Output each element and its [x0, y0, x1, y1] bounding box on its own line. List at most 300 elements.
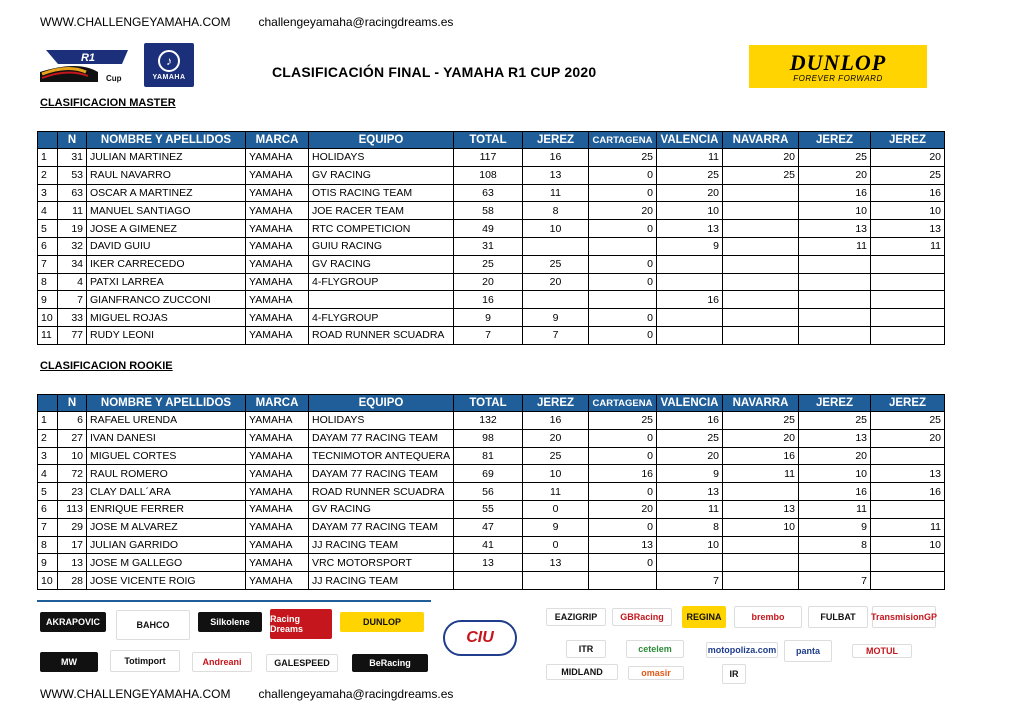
column-header: JEREZ — [871, 395, 945, 412]
table-cell: YAMAHA — [246, 483, 309, 501]
table-cell: YAMAHA — [246, 572, 309, 590]
table-cell: 0 — [589, 220, 657, 238]
table-cell: MANUEL SANTIAGO — [87, 202, 246, 220]
table-cell: 20 — [723, 429, 799, 447]
table-cell — [657, 554, 723, 572]
table-cell: 2 — [38, 429, 58, 447]
column-header: MARCA — [246, 395, 309, 412]
table-cell: 6 — [38, 500, 58, 518]
table-cell: 9 — [657, 465, 723, 483]
table-cell: 98 — [454, 429, 523, 447]
table-cell: 9 — [38, 291, 58, 309]
table-cell: 25 — [871, 166, 945, 184]
rookie-header-row — [38, 395, 945, 412]
table-cell: 16 — [657, 412, 723, 430]
website-link-bottom[interactable]: WWW.CHALLENGEYAMAHA.COM — [40, 687, 231, 701]
table-cell: JJ RACING TEAM — [309, 536, 454, 554]
table-cell: 20 — [799, 447, 871, 465]
table-cell: YAMAHA — [246, 326, 309, 344]
table-cell — [799, 291, 871, 309]
table-cell: GV RACING — [309, 500, 454, 518]
table-cell — [723, 202, 799, 220]
column-header: NAVARRA — [723, 395, 799, 412]
sponsor-logo: Andreani — [192, 652, 252, 672]
table-cell: YAMAHA — [246, 536, 309, 554]
table-cell: 27 — [58, 429, 87, 447]
table-cell: 10 — [38, 309, 58, 327]
table-cell: 4-FLYGROUP — [309, 273, 454, 291]
website-link-top[interactable]: WWW.CHALLENGEYAMAHA.COM — [40, 15, 231, 29]
table-cell: 11 — [58, 202, 87, 220]
table-cell: 0 — [589, 447, 657, 465]
table-row — [38, 255, 945, 273]
table-cell: 16 — [589, 465, 657, 483]
column-header: JEREZ — [799, 132, 871, 149]
column-header: MARCA — [246, 132, 309, 149]
table-cell — [799, 273, 871, 291]
table-cell: 20 — [523, 273, 589, 291]
sponsor-logo: DUNLOP — [340, 612, 424, 632]
table-cell — [723, 291, 799, 309]
table-cell: 25 — [657, 166, 723, 184]
table-cell: 20 — [454, 273, 523, 291]
table-cell: 5 — [38, 220, 58, 238]
master-section-title: CLASIFICACION MASTER — [40, 97, 176, 109]
table-cell: 10 — [871, 202, 945, 220]
table-cell: 9 — [454, 309, 523, 327]
table-cell: 72 — [58, 465, 87, 483]
table-cell: 7 — [454, 326, 523, 344]
table-cell: JOE RACER TEAM — [309, 202, 454, 220]
table-cell: YAMAHA — [246, 237, 309, 255]
table-cell: 1 — [38, 149, 58, 167]
table-cell: 9 — [38, 554, 58, 572]
dunlop-tagline: FOREVER FORWARD — [793, 74, 883, 83]
table-cell: 0 — [589, 255, 657, 273]
table-row — [38, 202, 945, 220]
table-cell: 11 — [799, 237, 871, 255]
table-cell — [723, 572, 799, 590]
table-cell: 13 — [799, 429, 871, 447]
table-cell: 7 — [38, 255, 58, 273]
email-link-bottom[interactable]: challengeyamaha@racingdreams.es — [258, 687, 454, 701]
page-title: CLASIFICACIÓN FINAL - YAMAHA R1 CUP 2020 — [272, 64, 597, 80]
table-cell: 25 — [523, 447, 589, 465]
table-cell: 63 — [454, 184, 523, 202]
table-cell: 13 — [589, 536, 657, 554]
column-header: N — [58, 132, 87, 149]
table-cell — [657, 309, 723, 327]
sponsor-logo: Silkolene — [198, 612, 262, 632]
column-header: JEREZ — [523, 132, 589, 149]
master-classification-table — [37, 131, 945, 345]
table-cell: 7 — [523, 326, 589, 344]
table-cell — [523, 572, 589, 590]
table-cell: 23 — [58, 483, 87, 501]
column-header: JEREZ — [871, 132, 945, 149]
table-cell: 25 — [589, 149, 657, 167]
table-cell: CLAY DALL´ARA — [87, 483, 246, 501]
table-cell: 6 — [58, 412, 87, 430]
yamaha-logo — [144, 43, 194, 87]
table-cell: 10 — [657, 536, 723, 554]
r1-cup-logo — [38, 42, 138, 87]
table-cell: 0 — [589, 273, 657, 291]
column-header: EQUIPO — [309, 132, 454, 149]
table-cell: YAMAHA — [246, 309, 309, 327]
table-cell: 10 — [523, 220, 589, 238]
table-cell: JULIAN MARTINEZ — [87, 149, 246, 167]
column-header: JEREZ — [523, 395, 589, 412]
table-cell: 8 — [799, 536, 871, 554]
table-cell: 25 — [523, 255, 589, 273]
table-cell: 117 — [454, 149, 523, 167]
sponsor-logo: Racing Dreams — [270, 609, 332, 639]
table-cell: YAMAHA — [246, 149, 309, 167]
table-cell: 13 — [871, 220, 945, 238]
table-cell: 13 — [723, 500, 799, 518]
table-cell: DAYAM 77 RACING TEAM — [309, 429, 454, 447]
table-cell: 20 — [589, 202, 657, 220]
table-cell: 0 — [523, 536, 589, 554]
table-cell — [723, 483, 799, 501]
sponsor-logo: MW — [40, 652, 98, 672]
table-cell: 10 — [58, 447, 87, 465]
table-cell: 4-FLYGROUP — [309, 309, 454, 327]
table-cell: JULIAN GARRIDO — [87, 536, 246, 554]
sponsor-logo: BeRacing — [352, 654, 428, 672]
table-cell: 2 — [38, 166, 58, 184]
table-cell — [871, 326, 945, 344]
column-header: NOMBRE Y APELLIDOS — [87, 395, 246, 412]
table-cell: 33 — [58, 309, 87, 327]
table-cell: 25 — [454, 255, 523, 273]
table-row — [38, 184, 945, 202]
table-cell: DAYAM 77 RACING TEAM — [309, 518, 454, 536]
column-header: CARTAGENA — [589, 132, 657, 149]
table-row — [38, 518, 945, 536]
column-header: NAVARRA — [723, 132, 799, 149]
table-cell: 25 — [657, 429, 723, 447]
table-row — [38, 500, 945, 518]
table-cell: 8 — [657, 518, 723, 536]
table-cell: 3 — [38, 447, 58, 465]
table-cell: 11 — [723, 465, 799, 483]
table-cell — [723, 309, 799, 327]
table-cell: 11 — [871, 518, 945, 536]
table-cell: 20 — [657, 184, 723, 202]
table-cell — [871, 572, 945, 590]
table-cell: 7 — [58, 291, 87, 309]
table-cell: 13 — [58, 554, 87, 572]
sponsor-logo: FULBAT — [808, 606, 868, 628]
table-cell: 63 — [58, 184, 87, 202]
table-cell: 1 — [38, 412, 58, 430]
table-cell: YAMAHA — [246, 184, 309, 202]
table-cell — [723, 220, 799, 238]
table-row — [38, 326, 945, 344]
table-cell: 0 — [589, 166, 657, 184]
table-cell: 17 — [58, 536, 87, 554]
table-cell: 16 — [871, 184, 945, 202]
table-cell: GV RACING — [309, 166, 454, 184]
table-cell: YAMAHA — [246, 500, 309, 518]
table-row — [38, 166, 945, 184]
table-cell: 10 — [523, 465, 589, 483]
table-cell: 9 — [799, 518, 871, 536]
table-cell: 9 — [523, 309, 589, 327]
column-header: CARTAGENA — [589, 395, 657, 412]
table-cell: 16 — [523, 412, 589, 430]
table-cell: 16 — [657, 291, 723, 309]
table-row — [38, 465, 945, 483]
table-cell: 13 — [657, 220, 723, 238]
table-cell — [799, 309, 871, 327]
table-cell: 10 — [657, 202, 723, 220]
table-cell — [799, 255, 871, 273]
sponsor-logo: MIDLAND — [546, 664, 618, 680]
table-cell — [871, 273, 945, 291]
table-cell: 0 — [589, 429, 657, 447]
column-header: TOTAL — [454, 395, 523, 412]
table-cell: JJ RACING TEAM — [309, 572, 454, 590]
yamaha-emblem-icon: ♪ — [158, 50, 180, 72]
table-cell — [799, 326, 871, 344]
table-cell: 13 — [523, 166, 589, 184]
table-cell: YAMAHA — [246, 202, 309, 220]
table-cell — [589, 572, 657, 590]
table-cell: 4 — [58, 273, 87, 291]
table-cell: 8 — [38, 536, 58, 554]
r1-cup-text: Cup — [106, 74, 122, 83]
table-cell: 31 — [58, 149, 87, 167]
table-cell: 13 — [523, 554, 589, 572]
table-cell: MIGUEL CORTES — [87, 447, 246, 465]
table-cell — [723, 273, 799, 291]
table-row — [38, 412, 945, 430]
table-cell: TECNIMOTOR ANTEQUERA — [309, 447, 454, 465]
table-cell — [454, 572, 523, 590]
table-cell — [523, 237, 589, 255]
bottom-contact-line — [40, 687, 453, 701]
table-cell — [723, 326, 799, 344]
table-cell: 9 — [523, 518, 589, 536]
table-cell: 11 — [523, 483, 589, 501]
table-cell: 13 — [871, 465, 945, 483]
table-cell: 29 — [58, 518, 87, 536]
column-header: EQUIPO — [309, 395, 454, 412]
table-cell — [723, 184, 799, 202]
table-cell: JOSE M GALLEGO — [87, 554, 246, 572]
dunlop-logo-text: DUNLOP — [789, 50, 887, 75]
table-cell — [871, 255, 945, 273]
table-cell: 10 — [799, 465, 871, 483]
table-cell: 55 — [454, 500, 523, 518]
table-cell: 20 — [871, 429, 945, 447]
table-cell: RTC COMPETICION — [309, 220, 454, 238]
column-header: JEREZ — [799, 395, 871, 412]
table-cell — [589, 237, 657, 255]
table-cell: 0 — [589, 326, 657, 344]
table-cell — [871, 500, 945, 518]
table-cell — [657, 255, 723, 273]
table-cell: MIGUEL ROJAS — [87, 309, 246, 327]
table-row — [38, 572, 945, 590]
table-row — [38, 309, 945, 327]
table-cell: 25 — [589, 412, 657, 430]
header-rank-cell — [38, 132, 58, 149]
table-cell: 0 — [589, 554, 657, 572]
table-cell: 16 — [523, 149, 589, 167]
table-cell: ROAD RUNNER SCUADRA — [309, 483, 454, 501]
table-cell: 32 — [58, 237, 87, 255]
table-cell: 16 — [799, 184, 871, 202]
table-cell: 20 — [723, 149, 799, 167]
table-cell: 25 — [723, 412, 799, 430]
table-cell: 6 — [38, 237, 58, 255]
table-cell: ENRIQUE FERRER — [87, 500, 246, 518]
r1-logo-text: R1 — [80, 52, 96, 64]
table-cell: 5 — [38, 483, 58, 501]
table-cell — [589, 291, 657, 309]
table-cell: 108 — [454, 166, 523, 184]
table-cell: 132 — [454, 412, 523, 430]
table-cell: 25 — [799, 149, 871, 167]
table-cell: 69 — [454, 465, 523, 483]
table-cell: 34 — [58, 255, 87, 273]
table-cell: 20 — [523, 429, 589, 447]
table-cell: 25 — [799, 412, 871, 430]
sponsor-logo: omasir — [628, 666, 684, 680]
table-cell: GIANFRANCO ZUCCONI — [87, 291, 246, 309]
table-cell: 13 — [799, 220, 871, 238]
table-cell: DAYAM 77 RACING TEAM — [309, 465, 454, 483]
table-cell: 0 — [589, 518, 657, 536]
table-cell: 41 — [454, 536, 523, 554]
rookie-section-title: CLASIFICACION ROOKIE — [40, 360, 173, 372]
table-cell: 4 — [38, 202, 58, 220]
table-cell: YAMAHA — [246, 273, 309, 291]
table-cell — [657, 326, 723, 344]
table-cell: YAMAHA — [246, 412, 309, 430]
table-cell: IVAN DANESI — [87, 429, 246, 447]
table-cell: YAMAHA — [246, 166, 309, 184]
table-cell: 11 — [657, 149, 723, 167]
table-cell: 11 — [523, 184, 589, 202]
table-cell: 58 — [454, 202, 523, 220]
table-cell: 19 — [58, 220, 87, 238]
table-cell: 20 — [871, 149, 945, 167]
top-contact-line — [40, 15, 453, 29]
table-cell: 25 — [723, 166, 799, 184]
column-header: N — [58, 395, 87, 412]
table-row — [38, 429, 945, 447]
sponsor-logo: brembo — [734, 606, 802, 628]
table-cell: OSCAR A MARTINEZ — [87, 184, 246, 202]
sponsor-logo: REGINA — [682, 606, 726, 628]
table-cell: OTIS RACING TEAM — [309, 184, 454, 202]
table-cell — [657, 273, 723, 291]
table-cell: 47 — [454, 518, 523, 536]
table-cell: 9 — [657, 237, 723, 255]
email-link-top[interactable]: challengeyamaha@racingdreams.es — [258, 15, 454, 29]
table-cell: RAFAEL URENDA — [87, 412, 246, 430]
sponsor-logo: ITR — [566, 640, 606, 658]
column-header: NOMBRE Y APELLIDOS — [87, 132, 246, 149]
table-cell: 11 — [38, 326, 58, 344]
table-row — [38, 237, 945, 255]
table-cell: IKER CARRECEDO — [87, 255, 246, 273]
table-cell: YAMAHA — [246, 291, 309, 309]
table-cell: YAMAHA — [246, 255, 309, 273]
table-cell: YAMAHA — [246, 447, 309, 465]
table-cell: 31 — [454, 237, 523, 255]
table-cell: 20 — [799, 166, 871, 184]
table-cell: 28 — [58, 572, 87, 590]
table-row — [38, 149, 945, 167]
table-cell: VRC MOTORSPORT — [309, 554, 454, 572]
ciu-logo: CIU — [443, 620, 517, 656]
table-cell — [871, 554, 945, 572]
table-row — [38, 554, 945, 572]
table-cell: GV RACING — [309, 255, 454, 273]
table-row — [38, 447, 945, 465]
sponsor-logo: motopoliza.com — [706, 642, 778, 658]
table-cell: 0 — [523, 500, 589, 518]
table-cell: 81 — [454, 447, 523, 465]
table-cell: 10 — [38, 572, 58, 590]
table-cell: 13 — [657, 483, 723, 501]
sponsor-divider — [37, 600, 431, 602]
table-cell: 0 — [589, 309, 657, 327]
rookie-table-body — [38, 412, 945, 590]
table-cell: 25 — [871, 412, 945, 430]
table-cell: 56 — [454, 483, 523, 501]
table-cell: 16 — [799, 483, 871, 501]
table-cell: 10 — [799, 202, 871, 220]
table-cell: 4 — [38, 465, 58, 483]
sponsor-logo: AKRAPOVIC — [40, 612, 106, 632]
table-cell — [723, 554, 799, 572]
sponsor-logo: BAHCO — [116, 610, 190, 640]
table-cell: 7 — [38, 518, 58, 536]
dunlop-logo — [749, 45, 927, 88]
column-header: VALENCIA — [657, 132, 723, 149]
table-cell: 11 — [657, 500, 723, 518]
sponsor-logo: panta — [784, 640, 832, 662]
table-cell — [871, 309, 945, 327]
table-cell: GUIU RACING — [309, 237, 454, 255]
table-cell: YAMAHA — [246, 220, 309, 238]
table-cell: ROAD RUNNER SCUADRA — [309, 326, 454, 344]
table-cell — [309, 291, 454, 309]
table-cell — [871, 291, 945, 309]
table-cell: 0 — [589, 184, 657, 202]
table-cell — [799, 554, 871, 572]
table-cell: DAVID GUIU — [87, 237, 246, 255]
table-cell: JOSE M ALVAREZ — [87, 518, 246, 536]
table-cell — [523, 291, 589, 309]
sponsor-logo: IR — [722, 664, 746, 684]
sponsor-logo: Totimport — [110, 650, 180, 672]
table-cell: 10 — [871, 536, 945, 554]
table-row — [38, 291, 945, 309]
master-header-row — [38, 132, 945, 149]
table-cell: 16 — [723, 447, 799, 465]
table-row — [38, 273, 945, 291]
table-cell: 10 — [723, 518, 799, 536]
table-cell: JOSE A GIMENEZ — [87, 220, 246, 238]
